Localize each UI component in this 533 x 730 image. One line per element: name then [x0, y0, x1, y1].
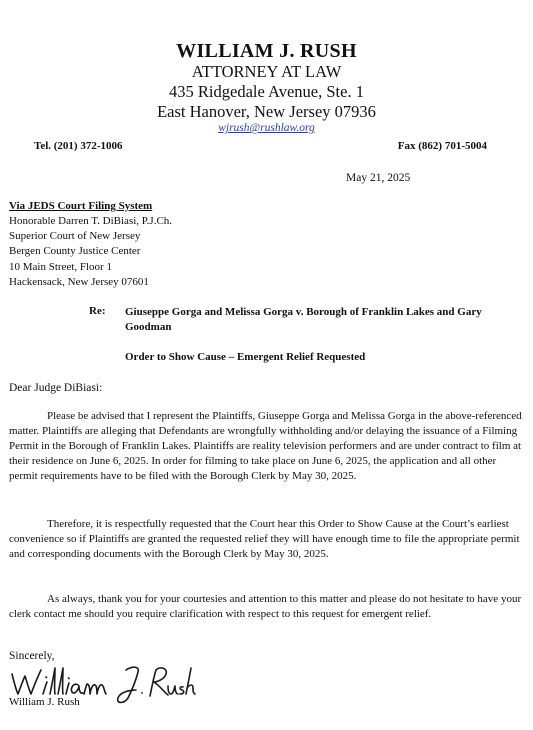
- salutation: Dear Judge DiBiasi:: [9, 382, 103, 394]
- recipient-line: Honorable Darren T. DiBiasi, P.J.Ch.: [9, 215, 173, 227]
- email-link[interactable]: wjrush@rushlaw.org: [218, 122, 315, 134]
- telephone: Tel. (201) 372-1006: [34, 140, 123, 152]
- signatory-name: William J. Rush: [9, 696, 80, 708]
- recipient-address: [9, 214, 172, 290]
- contact-row: [34, 140, 487, 154]
- address-line-2: East Hanover, New Jersey 07936: [157, 102, 376, 121]
- body-paragraph-1: Please be advised that I represent the Plaintiffs, Giuseppe Gorga and Melissa Gorga in the above-referenced matter. Plaintiffs are alleging that Defendants are wrongfully withholding and/or delaying the issuance of a Filming Permit in the Borough of Franklin Lakes. Plaintiffs are reality television performers and are under contract to film at their residence on June 6, 2025. In order for filming to take place on June 6, 2025, the application and all other permit requirements have to be filed with the Borough Clerk by May 30, 2025.: [9, 410, 522, 482]
- re-label: Re:: [89, 305, 106, 317]
- letter-date: May 21, 2025: [346, 172, 411, 184]
- delivery-method: Via JEDS Court Filing System: [9, 200, 153, 212]
- recipient-line: Superior Court of New Jersey: [9, 230, 141, 243]
- recipient-line: Hackensack, New Jersey 07601: [9, 275, 149, 288]
- recipient-line: Bergen County Justice Center: [9, 245, 141, 258]
- fax: Fax (862) 701-5004: [397, 140, 487, 152]
- address-line-1: 435 Ridgedale Avenue, Ste. 1: [169, 82, 364, 101]
- attorney-name: WILLIAM J. RUSH: [176, 40, 357, 62]
- re-subject: Order to Show Cause – Emergent Relief Requested: [125, 351, 366, 363]
- body-paragraph-2: Therefore, it is respectfully requested that the Court hear this Order to Show Cause at the Court’s earliest convenience so if Plaintiffs are granted the requested relief they will have enough time to file the appropriate permit and corresponding documents with the Borough Clerk by May 30, 2025.: [9, 518, 520, 560]
- closing: Sincerely,: [9, 650, 55, 662]
- recipient-line: 10 Main Street, Floor 1: [9, 260, 112, 273]
- body-paragraph-3: As always, thank you for your courtesies and attention to this matter and please do not hesitate to have your clerk contact me should you require clarification with respect to this request for emergent relief.: [9, 593, 522, 620]
- case-caption: Giuseppe Gorga and Melissa Gorga v. Borough of Franklin Lakes and Gary Goodman: [125, 306, 482, 333]
- attorney-title: ATTORNEY AT LAW: [191, 62, 342, 81]
- letterhead: [0, 40, 533, 135]
